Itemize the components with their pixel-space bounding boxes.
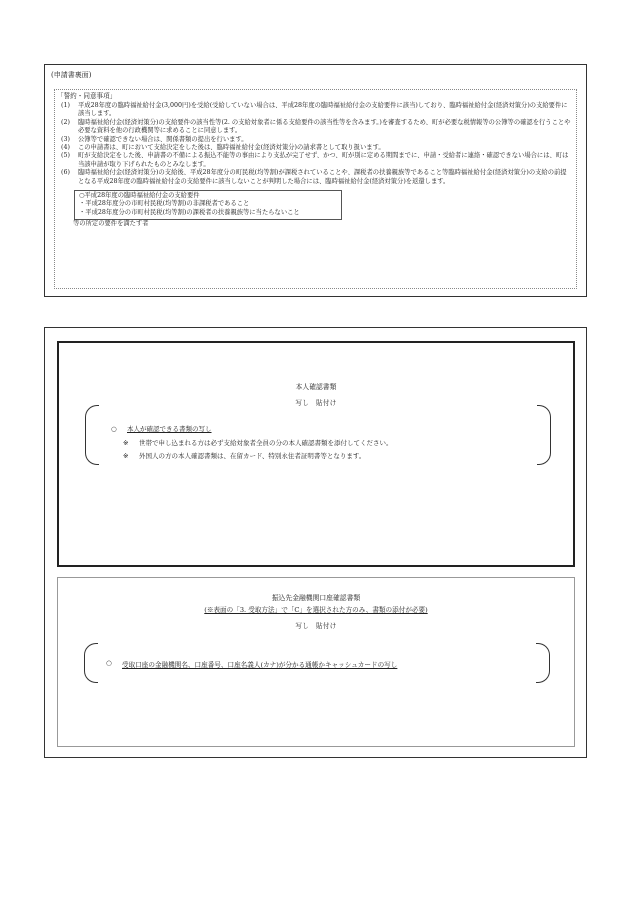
id-section-title: 本人確認書類	[295, 383, 337, 391]
id-note-1	[111, 437, 531, 451]
term-number: (6)	[61, 169, 70, 177]
id-note-2	[111, 450, 531, 464]
term-number: (3)	[61, 135, 70, 143]
pledge-frame	[44, 64, 587, 297]
term-number: (4)	[61, 144, 70, 152]
id-instructions	[111, 423, 531, 464]
term-number: (2)	[61, 118, 70, 126]
pledge-term-5	[58, 152, 572, 169]
bank-section-title: 振込先金融機関口座確認書類	[271, 594, 361, 602]
pledge-terms-list	[58, 102, 572, 186]
back-side-label: (申請書裏面)	[51, 71, 92, 79]
bank-paste-label: 写し 貼付け	[295, 622, 337, 630]
bank-section-subtitle: (※表面の「3. 受取方法」で「C」を選択された方のみ、書類の添付が必要)	[204, 606, 428, 614]
requirement-line: ・平成28年度分の市町村民税(均等割)の課税者の扶養親族等に当たらないこと	[79, 208, 300, 216]
bank-requirement	[106, 659, 397, 669]
term-text: 平成28年度の臨時福祉給付金(3,000円)を受給(受給していない場合は、平成28年度の臨時福祉給付金の支給要件に該当)しており、臨時福祉給付金(経済対策分)の支給要件に該当します。	[78, 102, 568, 118]
pledge-section-title: 「誓約・同意事項」	[57, 92, 117, 100]
attachment-frame	[44, 327, 587, 758]
term-text: 臨時福祉給付金(経済対策分)の支給要件の該当性等(2. の支給対象者に係る支給要件の該当性等を含みます。)を審査するため、町が必要な税情報等の公簿等の確認を行うことや必要な資料を他の行政機関等に求めることに同意します。	[78, 118, 571, 135]
term-text: この申請書は、町において支給決定をした後は、臨時福祉給付金(経済対策分)の請求書として取り扱います。	[78, 144, 385, 152]
reference-mark-icon: ※	[123, 452, 129, 460]
id-paste-label: 写し 貼付け	[295, 399, 337, 407]
requirement-line: ・平成28年度分の市町村民税(均等割)の非課税者であること	[79, 200, 250, 208]
term-number: (1)	[61, 102, 70, 109]
id-note-text: 世帯で申し込まれる方は必ず支給対象者全員の分の本人確認書類を添付してください。	[139, 438, 393, 447]
pledge-term-6	[58, 169, 572, 186]
requirements-title: ○平成28年度の臨時福祉給付金の支給要件	[79, 192, 200, 200]
circle-bullet-icon: ○	[106, 659, 112, 667]
bank-requirement-text: 受取口座の金融機関名、口座番号、口座名義人(カナ)が分かる通帳かキャッシュカードの写し	[122, 661, 398, 669]
term-text: 公簿等で確認できない場合は、関係書類の提出を行います。	[78, 135, 248, 143]
right-bracket	[536, 643, 550, 683]
term-text: 町が支給決定をした後、申請書の不備による振込不能等の事由により支払が完了せず、かつ、町が別に定める期間までに、申請・受給者に連絡・確認できない場合には、町は当該申請が取り下げられたものとみなします。	[78, 152, 569, 168]
id-main-requirement	[111, 423, 531, 437]
left-bracket	[84, 643, 98, 683]
id-main-text: 本人が確認できる書類の写し	[127, 425, 212, 433]
requirements-note: 等の所定の要件を満たす者	[73, 220, 149, 228]
id-note-text: 外国人の方の本人確認書類は、在留カード、特別永住者証明書等となります。	[139, 452, 366, 460]
pledge-term-2	[58, 119, 572, 136]
id-document-paste-area	[57, 341, 575, 567]
circle-bullet-icon: ○	[111, 425, 117, 433]
term-number: (5)	[61, 152, 70, 160]
right-bracket	[537, 405, 551, 465]
term-text: 臨時福祉給付金(経済対策分)の支給後、平成28年度分の町民税(均等割)が課税されていることや、課税者の扶養親族等であること等臨時福祉給付金(経済対策分)の支給の前提となる平成28年度の臨時福祉給付金の支給要件に該当しないことが判明した場合には、臨時福祉給付金(経済対策分)を返還します。	[78, 169, 567, 185]
bank-document-paste-area	[57, 577, 575, 747]
reference-mark-icon: ※	[123, 438, 129, 447]
pledge-term-3	[58, 136, 572, 144]
left-bracket	[85, 405, 99, 465]
requirements-box	[74, 190, 342, 220]
pledge-term-1	[58, 102, 572, 119]
pledge-inner-box	[54, 89, 577, 289]
